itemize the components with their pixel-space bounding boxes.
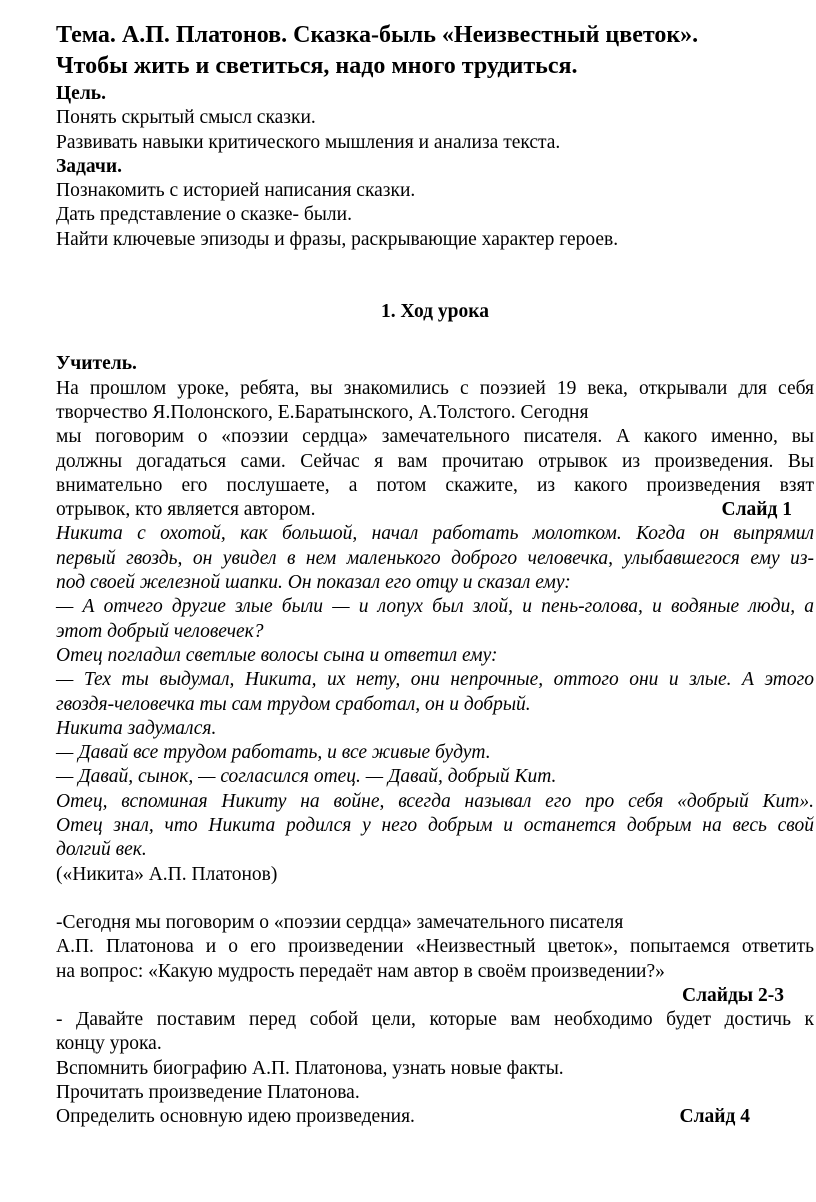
task-item-1: Познакомить с историей написания сказки. bbox=[56, 180, 416, 202]
teacher-heading: Учитель. bbox=[56, 353, 137, 375]
paragraph-3-line-5-text: Определить основную идею произведения. bbox=[56, 1106, 415, 1128]
paragraph-3-line-5 bbox=[56, 1105, 750, 1129]
paragraph-3-line-4: Прочитать произведение Платонова. bbox=[56, 1081, 360, 1103]
quote-line-13: Отец знал, что Никита родился у него добрым и останется добрым на весь свой bbox=[56, 815, 814, 837]
paragraph-2-line-2: А.П. Платонова и о его произведении «Неизвестный цветок», попытаемся ответить bbox=[56, 936, 814, 958]
lesson-title bbox=[56, 20, 816, 82]
quote-line-8: гвоздя-человечка ты сам трудом сработал, он и добрый. bbox=[56, 693, 531, 715]
paragraph-1-line-1: На прошлом уроке, ребята, вы знакомились с поэзией 19 века, открывали для себя bbox=[56, 377, 814, 399]
quote-line-5: этот добрый человечек? bbox=[56, 620, 264, 642]
quote-line-11: — Давай, сынок, — согласился отец. — Давай, добрый Кит. bbox=[56, 766, 557, 788]
paragraph-1-line-6-text: отрывок, кто является автором. bbox=[56, 499, 316, 521]
task-item-2: Дать представление о сказке- были. bbox=[56, 204, 352, 226]
paragraph-3-line-2: концу урока. bbox=[56, 1033, 162, 1055]
quote-line-7: — Тех ты выдумал, Никита, их нету, они непрочные, оттого они и злые. А этого bbox=[56, 669, 814, 691]
section-heading: 1. Ход урока bbox=[381, 301, 489, 323]
quote-line-12: Отец, вспоминая Никиту на войне, всегда называл его про себя «добрый Кит». bbox=[56, 790, 814, 812]
goal-item-2: Развивать навыки критического мышления и анализа текста. bbox=[56, 131, 561, 153]
paragraph-1-line-2: творчество Я.Полонского, Е.Баратынского, А.Толстого. Сегодня bbox=[56, 401, 589, 423]
paragraph-1-line-4: должны догадаться сами. Сейчас я вам прочитаю отрывок из произведения. Вы bbox=[56, 450, 814, 472]
quote-line-9: Никита задумался. bbox=[56, 717, 217, 739]
quote-line-4: — А отчего другие злые были — и лопух был злой, и пень-голова, и водяные люди, а bbox=[56, 596, 814, 618]
slides-2-3-label: Слайды 2-3 bbox=[682, 984, 784, 1006]
quote-line-6: Отец погладил светлые волосы сына и ответил ему: bbox=[56, 644, 498, 666]
quote-line-1: Никита с охотой, как большой, начал работать молотком. Когда он выпрямил bbox=[56, 523, 814, 545]
paragraph-3-line-3: Вспомнить биографию А.П. Платонова, узнать новые факты. bbox=[56, 1057, 564, 1079]
paragraph-1-line-6 bbox=[56, 498, 792, 522]
paragraph-2-line-3: на вопрос: «Какую мудрость передаёт нам автор в своём произведении?» bbox=[56, 960, 665, 982]
quote-line-3: под своей железной шапки. Он показал его отцу и сказал ему: bbox=[56, 572, 571, 594]
paragraph-3-line-1: - Давайте поставим перед собой цели, которые вам необходимо будет достичь к bbox=[56, 1009, 814, 1031]
quote-line-10: — Давай все трудом работать, и все живые будут. bbox=[56, 742, 491, 764]
title-line-1: Тема. А.П. Платонов. Сказка-быль «Неизвестный цветок». bbox=[56, 22, 699, 48]
goal-item-1: Понять скрытый смысл сказки. bbox=[56, 107, 316, 129]
goal-heading: Цель. bbox=[56, 83, 106, 104]
quote-line-2: первый гвоздь, он увидел в нем маленького доброго человечка, улыбавшегося ему из- bbox=[56, 547, 814, 569]
paragraph-1-line-3: мы поговорим о «поэзии сердца» замечательного писателя. А какого именно, вы bbox=[56, 426, 814, 448]
quote-source: («Никита» А.П. Платонов) bbox=[56, 863, 278, 885]
paragraph-1-line-5: внимательно его послушаете, а потом скажите, из какого произведения взят bbox=[56, 474, 814, 496]
paragraph-2-line-1: -Сегодня мы поговорим о «поэзии сердца» замечательного писателя bbox=[56, 911, 624, 933]
tasks-heading: Задачи. bbox=[56, 155, 122, 177]
slide-4-label: Слайд 4 bbox=[679, 1106, 750, 1128]
task-item-3: Найти ключевые эпизоды и фразы, раскрывающие характер героев. bbox=[56, 228, 619, 250]
slide-1-label: Слайд 1 bbox=[721, 499, 792, 521]
quote-line-14: долгий век. bbox=[56, 839, 147, 861]
slides-2-3-row bbox=[56, 984, 784, 1008]
title-line-2: Чтобы жить и светиться, надо много трудиться. bbox=[56, 53, 578, 79]
